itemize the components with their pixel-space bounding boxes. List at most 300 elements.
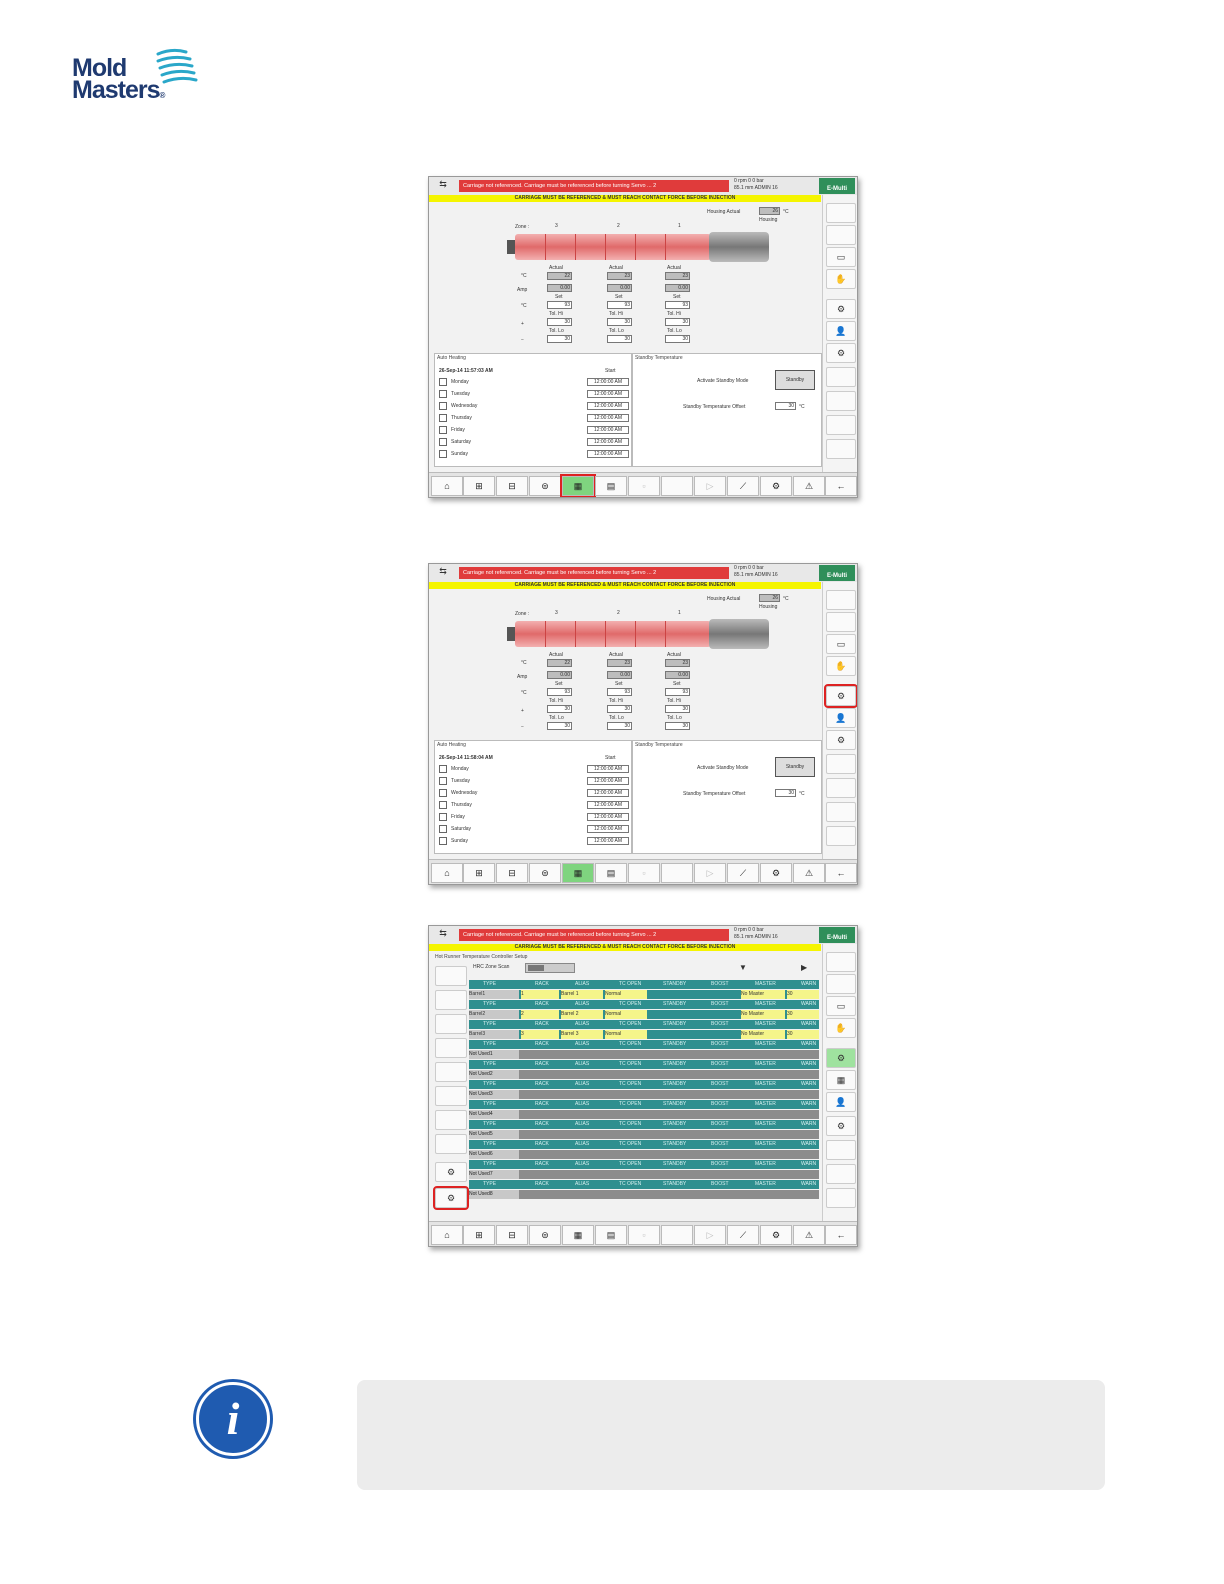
left-blank-button[interactable] xyxy=(435,990,467,1010)
hrc-icon[interactable]: ▦ xyxy=(826,1070,856,1090)
monday-start-time[interactable]: 12:00:00 AM xyxy=(587,378,629,386)
hrc-header-cell: TYPE xyxy=(483,1161,497,1167)
sidebar-blank-button[interactable] xyxy=(826,802,856,822)
warning-bar: CARRIAGE MUST BE REFERENCED & MUST REACH CONTACT FORCE BEFORE INJECTION xyxy=(429,582,821,589)
hrc-header-cell: TC OPEN xyxy=(619,1101,642,1107)
hrc-header-cell: TC OPEN xyxy=(619,1001,642,1007)
hrc-header-cell: MASTER xyxy=(755,1161,776,1167)
monday-checkbox[interactable] xyxy=(439,765,447,773)
sidebar-blank-button[interactable] xyxy=(826,826,856,846)
hrc-zone-name[interactable]: Not Used2 xyxy=(469,1070,519,1079)
start-label: Start xyxy=(605,368,616,374)
hrc-header-cell: WARN xyxy=(801,1001,817,1007)
sunday-checkbox[interactable] xyxy=(439,450,447,458)
hrc-header-cell: ALIAS xyxy=(575,1101,590,1107)
row-label-tol-hi: + xyxy=(521,321,524,327)
hrc-header-cell: STANDBY xyxy=(663,1181,687,1187)
sidebar-blank-button[interactable] xyxy=(826,1188,856,1208)
home-icon[interactable]: ⌂ xyxy=(431,476,463,496)
operator-icon[interactable]: 👤 xyxy=(826,1092,856,1112)
row-label-tol-lo: − xyxy=(521,724,524,730)
e-multi-logo: E-Multi xyxy=(819,178,855,194)
hrc-header-cell: MASTER xyxy=(755,1181,776,1187)
zone2-tol-lo[interactable]: 30 xyxy=(607,335,632,343)
hrc-tc-open-cell[interactable]: Normal xyxy=(605,990,647,999)
status-readout xyxy=(734,178,814,194)
monday-start-time[interactable]: 12:00:00 AM xyxy=(587,765,629,773)
zone3-amp: 0.00 xyxy=(547,284,572,292)
housing-unit: °C xyxy=(783,596,789,602)
pump-icon[interactable]: ▷ xyxy=(694,863,726,883)
hrc-header-row xyxy=(469,980,819,989)
zone-label: Zone : xyxy=(515,224,530,230)
logo-mark-icon xyxy=(152,44,198,92)
zone2-tol-hi[interactable]: 30 xyxy=(607,318,632,326)
set-header: Set xyxy=(615,294,623,300)
day-label: Monday xyxy=(451,766,469,772)
standby-offset-unit: °C xyxy=(799,791,805,797)
bottom-nav-bar xyxy=(429,859,857,884)
tol-hi-header: Tol. Hi xyxy=(609,698,623,704)
hrc-tc-open-cell[interactable]: Normal xyxy=(605,1030,647,1039)
hrc-zone-name[interactable]: Not Used8 xyxy=(469,1190,519,1199)
mold-icon[interactable]: ⊞ xyxy=(463,476,495,496)
hrc-rack-cell[interactable]: 2 xyxy=(521,1010,559,1019)
toggle-icon[interactable]: ▭ xyxy=(826,634,856,654)
chart-icon[interactable]: ⟋ xyxy=(727,863,759,883)
home-icon[interactable]: ⌂ xyxy=(431,1225,463,1245)
home-icon[interactable]: ⌂ xyxy=(431,863,463,883)
nozzle-icon[interactable]: ⊟ xyxy=(496,476,528,496)
right-sidebar xyxy=(822,582,857,860)
back-icon[interactable]: ← xyxy=(825,863,857,883)
zone1-tol-lo[interactable]: 30 xyxy=(665,335,690,343)
start-label: Start xyxy=(605,755,616,761)
day-label: Friday xyxy=(451,427,465,433)
hrc-header-cell: BOOST xyxy=(711,1081,729,1087)
friday-start-time[interactable]: 12:00:00 AM xyxy=(587,426,629,434)
thursday-start-time[interactable]: 12:00:00 AM xyxy=(587,414,629,422)
hrc-header-cell: TC OPEN xyxy=(619,981,642,987)
hrc-warn-cell[interactable]: 30 xyxy=(787,1010,819,1019)
hrc-header-cell: MASTER xyxy=(755,1061,776,1067)
saturday-start-time[interactable]: 12:00:00 AM xyxy=(587,438,629,446)
hrc-header-cell: STANDBY xyxy=(663,1061,687,1067)
hrc-header-cell: ALIAS xyxy=(575,1181,590,1187)
hrc-zone-name[interactable]: Barrel2 xyxy=(469,1010,519,1019)
hrc-header-cell: STANDBY xyxy=(663,1101,687,1107)
zone2-amp: 0.00 xyxy=(607,671,632,679)
housing-sub-label: Housing xyxy=(759,604,778,610)
hrc-header-cell: RACK xyxy=(535,1061,549,1067)
back-icon[interactable]: ← xyxy=(825,1225,857,1245)
pump-icon[interactable]: ▷ xyxy=(694,1225,726,1245)
hrc-master-cell[interactable]: No Master xyxy=(741,990,785,999)
zone-label: Zone : xyxy=(515,611,530,617)
alarm-banner[interactable]: Carriage not referenced. Carriage must be referenced before turning Servo ... 2 xyxy=(459,929,729,941)
injection-icon[interactable]: ▤ xyxy=(595,476,627,496)
operator-icon[interactable]: 👤 xyxy=(826,321,856,341)
toggle-icon[interactable]: ▭ xyxy=(826,996,856,1016)
hrc-header-cell: TYPE xyxy=(483,981,497,987)
hrc-zone-name[interactable]: Not Used1 xyxy=(469,1050,519,1059)
zone3-tol-hi[interactable]: 30 xyxy=(547,705,572,713)
mold-masters-logo xyxy=(72,44,212,104)
hrc-zone-name[interactable]: Not Used6 xyxy=(469,1150,519,1159)
hrc-header-cell: TYPE xyxy=(483,1041,497,1047)
zone-number: 1 xyxy=(678,223,681,229)
hrc-header-cell: TC OPEN xyxy=(619,1081,642,1087)
hrc-header-cell: WARN xyxy=(801,1181,817,1187)
row-label-actual-c: °C xyxy=(521,273,527,279)
left-blank-button[interactable] xyxy=(435,1134,467,1154)
tuesday-checkbox[interactable] xyxy=(439,390,447,398)
sunday-start-time[interactable]: 12:00:00 AM xyxy=(587,450,629,458)
hrc-header-cell: TYPE xyxy=(483,1081,497,1087)
friday-checkbox[interactable] xyxy=(439,426,447,434)
blank-nav-button[interactable] xyxy=(661,863,693,883)
hrc-zone-name[interactable]: Not Used3 xyxy=(469,1090,519,1099)
day-label: Thursday xyxy=(451,415,472,421)
sunday-checkbox[interactable] xyxy=(439,837,447,845)
blank-nav-button[interactable] xyxy=(661,476,693,496)
mold-icon[interactable]: ⊞ xyxy=(463,1225,495,1245)
alarm-banner[interactable]: Carriage not referenced. Carriage must be referenced before turning Servo ... 2 xyxy=(459,180,729,192)
auto-heating-panel xyxy=(434,353,632,467)
friday-start-time[interactable]: 12:00:00 AM xyxy=(587,813,629,821)
hrc-header-cell: TYPE xyxy=(483,1141,497,1147)
standby-offset-input[interactable]: 30 xyxy=(775,789,796,797)
wednesday-start-time[interactable]: 12:00:00 AM xyxy=(587,402,629,410)
standby-temperature-panel xyxy=(632,353,822,467)
zone3-tol-lo[interactable]: 30 xyxy=(547,722,572,730)
zone1-tol-lo[interactable]: 30 xyxy=(665,722,690,730)
hrc-header-cell: MASTER xyxy=(755,1121,776,1127)
sidebar-blank-button[interactable] xyxy=(826,203,856,223)
hrc-header-cell: RACK xyxy=(535,1081,549,1087)
hrc-header-row xyxy=(469,1020,819,1029)
hrc-header-row xyxy=(469,1040,819,1049)
hrc-header-cell: WARN xyxy=(801,1121,817,1127)
injection-icon[interactable]: ▤ xyxy=(595,1225,627,1245)
scroll-up-icon[interactable]: ⚙ xyxy=(435,1162,467,1182)
hrc-header-cell: TC OPEN xyxy=(619,1141,642,1147)
housing-label: Housing Actual xyxy=(707,209,741,215)
barrel-setup-icon[interactable]: ⚙ xyxy=(826,299,856,319)
sidebar-blank-button[interactable] xyxy=(826,415,856,435)
hrc-header-cell: MASTER xyxy=(755,1141,776,1147)
tuesday-start-time[interactable]: 12:00:00 AM xyxy=(587,390,629,398)
hrc-header-cell: BOOST xyxy=(711,1021,729,1027)
actual-header: Actual xyxy=(667,265,681,271)
ejector-icon[interactable]: ⊜ xyxy=(529,863,561,883)
hrc-warn-cell[interactable]: 30 xyxy=(787,1030,819,1039)
hrc-zone-name[interactable]: Not Used5 xyxy=(469,1130,519,1139)
wednesday-checkbox[interactable] xyxy=(439,402,447,410)
blank-nav-button[interactable] xyxy=(661,1225,693,1245)
left-blank-button[interactable] xyxy=(435,1038,467,1058)
standby-button[interactable]: Standby xyxy=(775,370,815,390)
barrel-heat-icon[interactable]: ▦ xyxy=(562,476,594,496)
sidebar-blank-button[interactable] xyxy=(826,778,856,798)
tol-hi-header: Tol. Hi xyxy=(667,311,681,317)
hrc-zone-scan-toggle[interactable] xyxy=(525,963,575,973)
hrc-zone-name[interactable]: Not Used4 xyxy=(469,1110,519,1119)
zone3-set[interactable]: 93 xyxy=(547,688,572,696)
hmi-screenshot-hrc-setup xyxy=(428,925,858,1247)
hrc-header-cell: BOOST xyxy=(711,1141,729,1147)
hrc-header-cell: TYPE xyxy=(483,1121,497,1127)
hrc-header-cell: ALIAS xyxy=(575,1081,590,1087)
lock-icon[interactable]: ⇆ xyxy=(439,566,447,576)
hmi-top-bar xyxy=(429,926,857,944)
thursday-start-time[interactable]: 12:00:00 AM xyxy=(587,801,629,809)
zone1-set[interactable]: 93 xyxy=(665,688,690,696)
lock-icon[interactable]: ⇆ xyxy=(439,179,447,189)
warning-bar: CARRIAGE MUST BE REFERENCED & MUST REACH CONTACT FORCE BEFORE INJECTION xyxy=(429,944,821,951)
nozzle-icon[interactable]: ⊟ xyxy=(496,863,528,883)
hrc-rack-cell[interactable]: 3 xyxy=(521,1030,559,1039)
alarm-icon[interactable]: ⚠ xyxy=(793,1225,825,1245)
hrc-alias-cell[interactable]: Barrel 3 xyxy=(561,1030,603,1039)
row-label-set-c: °C xyxy=(521,690,527,696)
hrc-tc-open-cell[interactable]: Normal xyxy=(605,1010,647,1019)
hrc-header-row xyxy=(469,1120,819,1129)
hrc-header-cell: BOOST xyxy=(711,1181,729,1187)
status-line-1: 0 rpm 0 0 bar xyxy=(734,927,764,933)
hrc-warn-cell[interactable]: 30 xyxy=(787,990,819,999)
sidebar-blank-button[interactable] xyxy=(826,225,856,245)
row-label-amp: Amp xyxy=(517,287,528,293)
hrc-zone-row xyxy=(469,1190,819,1199)
hand-icon[interactable]: ✋ xyxy=(826,269,856,289)
alarm-icon[interactable]: ⚠ xyxy=(793,476,825,496)
saturday-checkbox[interactable] xyxy=(439,825,447,833)
hrc-header-cell: STANDBY xyxy=(663,1021,687,1027)
standby-offset-label: Standby Temperature Offset xyxy=(683,791,746,797)
zone2-tol-hi[interactable]: 30 xyxy=(607,705,632,713)
tuesday-start-time[interactable]: 12:00:00 AM xyxy=(587,777,629,785)
wednesday-start-time[interactable]: 12:00:00 AM xyxy=(587,789,629,797)
hrc-header-cell: MASTER xyxy=(755,1021,776,1027)
barrel-setup-icon[interactable]: ⚙ xyxy=(826,1048,856,1068)
hrc-header-cell: ALIAS xyxy=(575,1141,590,1147)
sidebar-blank-button[interactable] xyxy=(826,1164,856,1184)
left-blank-button[interactable] xyxy=(435,1110,467,1130)
zone3-set[interactable]: 93 xyxy=(547,301,572,309)
status-line-1: 0 rpm 0 0 bar xyxy=(734,565,764,571)
ejector-icon[interactable]: ⊜ xyxy=(529,1225,561,1245)
housing-unit: °C xyxy=(783,209,789,215)
left-blank-button[interactable] xyxy=(435,966,467,986)
disabled-icon[interactable]: ▫ xyxy=(628,1225,660,1245)
wednesday-checkbox[interactable] xyxy=(439,789,447,797)
right-sidebar xyxy=(822,944,857,1222)
e-multi-logo: E-Multi xyxy=(819,565,855,581)
hrc-setup-icon[interactable]: ⚙ xyxy=(826,1116,856,1136)
zone2-set[interactable]: 93 xyxy=(607,688,632,696)
hrc-zone-row xyxy=(469,990,819,999)
thursday-checkbox[interactable] xyxy=(439,414,447,422)
chart-icon[interactable]: ⟋ xyxy=(727,1225,759,1245)
disabled-icon[interactable]: ▫ xyxy=(628,476,660,496)
arrow-right-icon[interactable]: ▶ xyxy=(801,963,808,972)
hrc-header-cell: WARN xyxy=(801,1161,817,1167)
sidebar-blank-button[interactable] xyxy=(826,439,856,459)
hrc-zone-name[interactable]: Barrel3 xyxy=(469,1030,519,1039)
hrc-header-cell: TYPE xyxy=(483,1061,497,1067)
set-header: Set xyxy=(555,681,563,687)
thursday-checkbox[interactable] xyxy=(439,801,447,809)
zone3-tol-hi[interactable]: 30 xyxy=(547,318,572,326)
zone-number: 3 xyxy=(555,610,558,616)
day-label: Saturday xyxy=(451,439,472,445)
hmi-screenshot-barrel-heating-2 xyxy=(428,563,858,885)
zone-number: 1 xyxy=(678,610,681,616)
info-icon: i xyxy=(196,1382,270,1456)
saturday-checkbox[interactable] xyxy=(439,438,447,446)
zone1-tol-hi[interactable]: 30 xyxy=(665,318,690,326)
hrc-zone-scan-label: HRC Zone Scan xyxy=(473,964,510,970)
hrc-header-cell: TYPE xyxy=(483,1101,497,1107)
activate-standby-label: Activate Standby Mode xyxy=(697,378,749,384)
sidebar-blank-button[interactable] xyxy=(826,391,856,411)
barrel-heat-icon[interactable]: ▦ xyxy=(562,1225,594,1245)
hrc-master-cell[interactable]: No Master xyxy=(741,1030,785,1039)
zone2-amp: 0.00 xyxy=(607,284,632,292)
e-multi-logo: E-Multi xyxy=(819,927,855,943)
gear-icon[interactable]: ⚙ xyxy=(760,863,792,883)
sidebar-blank-button[interactable] xyxy=(826,754,856,774)
hrc-rack-cell[interactable]: 1 xyxy=(521,990,559,999)
operator-icon[interactable]: 👤 xyxy=(826,708,856,728)
standby-title: Standby Temperature xyxy=(635,355,683,361)
chevron-down-icon[interactable]: ▼ xyxy=(739,963,747,972)
zone1-actual: 23 xyxy=(665,659,690,667)
barrel-setup-icon[interactable]: ⚙ xyxy=(826,686,856,706)
hrc-header-row xyxy=(469,1100,819,1109)
alarm-banner[interactable]: Carriage not referenced. Carriage must be referenced before turning Servo ... 2 xyxy=(459,567,729,579)
row-label-set-c: °C xyxy=(521,303,527,309)
injection-icon[interactable]: ▤ xyxy=(595,863,627,883)
chart-icon[interactable]: ⟋ xyxy=(727,476,759,496)
hrc-header-cell: BOOST xyxy=(711,1041,729,1047)
zone2-set[interactable]: 93 xyxy=(607,301,632,309)
hrc-header-cell: ALIAS xyxy=(575,1021,590,1027)
hrc-header-cell: TYPE xyxy=(483,1001,497,1007)
warning-bar: CARRIAGE MUST BE REFERENCED & MUST REACH CONTACT FORCE BEFORE INJECTION xyxy=(429,195,821,202)
monday-checkbox[interactable] xyxy=(439,378,447,386)
sidebar-blank-button[interactable] xyxy=(826,974,856,994)
scroll-down-icon[interactable]: ⚙ xyxy=(435,1188,467,1208)
heating-timestamp: 26-Sep-14 11:58:04 AM xyxy=(439,755,493,761)
disabled-icon[interactable]: ▫ xyxy=(628,863,660,883)
zone1-tol-hi[interactable]: 30 xyxy=(665,705,690,713)
row-label-tol-lo: − xyxy=(521,337,524,343)
back-icon[interactable]: ← xyxy=(825,476,857,496)
tuesday-checkbox[interactable] xyxy=(439,777,447,785)
hrc-header-cell: STANDBY xyxy=(663,1161,687,1167)
zone3-actual: 22 xyxy=(547,272,572,280)
zone1-amp: 0.00 xyxy=(665,671,690,679)
hrc-zone-row xyxy=(469,1050,819,1059)
bottom-nav-bar xyxy=(429,1221,857,1246)
sidebar-blank-button[interactable] xyxy=(826,367,856,387)
hrc-header-cell: RACK xyxy=(535,1121,549,1127)
hmi-top-bar xyxy=(429,177,857,195)
sidebar-blank-button[interactable] xyxy=(826,952,856,972)
hrc-header-cell: WARN xyxy=(801,1141,817,1147)
hrc-header-cell: BOOST xyxy=(711,1121,729,1127)
hrc-header-cell: MASTER xyxy=(755,1101,776,1107)
hrc-header-cell: WARN xyxy=(801,981,817,987)
hrc-zone-name[interactable]: Barrel1 xyxy=(469,990,519,999)
hrc-setup-icon[interactable]: ⚙ xyxy=(826,730,856,750)
right-sidebar xyxy=(822,195,857,473)
barrel-housing-graphic xyxy=(709,232,769,262)
gear-icon[interactable]: ⚙ xyxy=(760,1225,792,1245)
hrc-zone-row xyxy=(469,1090,819,1099)
barrel-heat-icon[interactable]: ▦ xyxy=(562,863,594,883)
toggle-icon[interactable]: ▭ xyxy=(826,247,856,267)
standby-button[interactable]: Standby xyxy=(775,757,815,777)
hrc-header-cell: STANDBY xyxy=(663,1001,687,1007)
sidebar-blank-button[interactable] xyxy=(826,612,856,632)
hrc-alias-cell[interactable]: Barrel 2 xyxy=(561,1010,603,1019)
friday-checkbox[interactable] xyxy=(439,813,447,821)
hrc-zone-name[interactable]: Not Used7 xyxy=(469,1170,519,1179)
lock-icon[interactable]: ⇆ xyxy=(439,928,447,938)
housing-sub-label: Housing xyxy=(759,217,778,223)
sidebar-blank-button[interactable] xyxy=(826,590,856,610)
registered-mark: ® xyxy=(159,91,165,100)
pump-icon[interactable]: ▷ xyxy=(694,476,726,496)
hand-icon[interactable]: ✋ xyxy=(826,656,856,676)
hrc-alias-cell[interactable]: Barrel 1 xyxy=(561,990,603,999)
housing-actual-value: 26 xyxy=(759,207,780,215)
zone-number: 3 xyxy=(555,223,558,229)
logo-word-masters: Masters® xyxy=(72,76,165,104)
hrc-header-row xyxy=(469,1080,819,1089)
hrc-header-cell: WARN xyxy=(801,1101,817,1107)
sidebar-blank-button[interactable] xyxy=(826,1140,856,1160)
left-blank-button[interactable] xyxy=(435,1062,467,1082)
mold-icon[interactable]: ⊞ xyxy=(463,863,495,883)
hrc-header-cell: MASTER xyxy=(755,1041,776,1047)
status-line-1: 0 rpm 0 0 bar xyxy=(734,178,764,184)
hand-icon[interactable]: ✋ xyxy=(826,1018,856,1038)
hrc-master-cell[interactable]: No Master xyxy=(741,1010,785,1019)
hrc-setup-icon[interactable]: ⚙ xyxy=(826,343,856,363)
hrc-zone-row xyxy=(469,1070,819,1079)
sunday-start-time[interactable]: 12:00:00 AM xyxy=(587,837,629,845)
left-blank-button[interactable] xyxy=(435,1014,467,1034)
nozzle-icon[interactable]: ⊟ xyxy=(496,1225,528,1245)
zone1-set[interactable]: 93 xyxy=(665,301,690,309)
standby-offset-input[interactable]: 30 xyxy=(775,402,796,410)
zone2-tol-lo[interactable]: 30 xyxy=(607,722,632,730)
hrc-header-row xyxy=(469,1160,819,1169)
zone3-tol-lo[interactable]: 30 xyxy=(547,335,572,343)
hrc-header-cell: BOOST xyxy=(711,981,729,987)
left-blank-button[interactable] xyxy=(435,1086,467,1106)
alarm-icon[interactable]: ⚠ xyxy=(793,863,825,883)
saturday-start-time[interactable]: 12:00:00 AM xyxy=(587,825,629,833)
zone3-actual: 22 xyxy=(547,659,572,667)
gear-icon[interactable]: ⚙ xyxy=(760,476,792,496)
day-label: Saturday xyxy=(451,826,472,832)
ejector-icon[interactable]: ⊜ xyxy=(529,476,561,496)
